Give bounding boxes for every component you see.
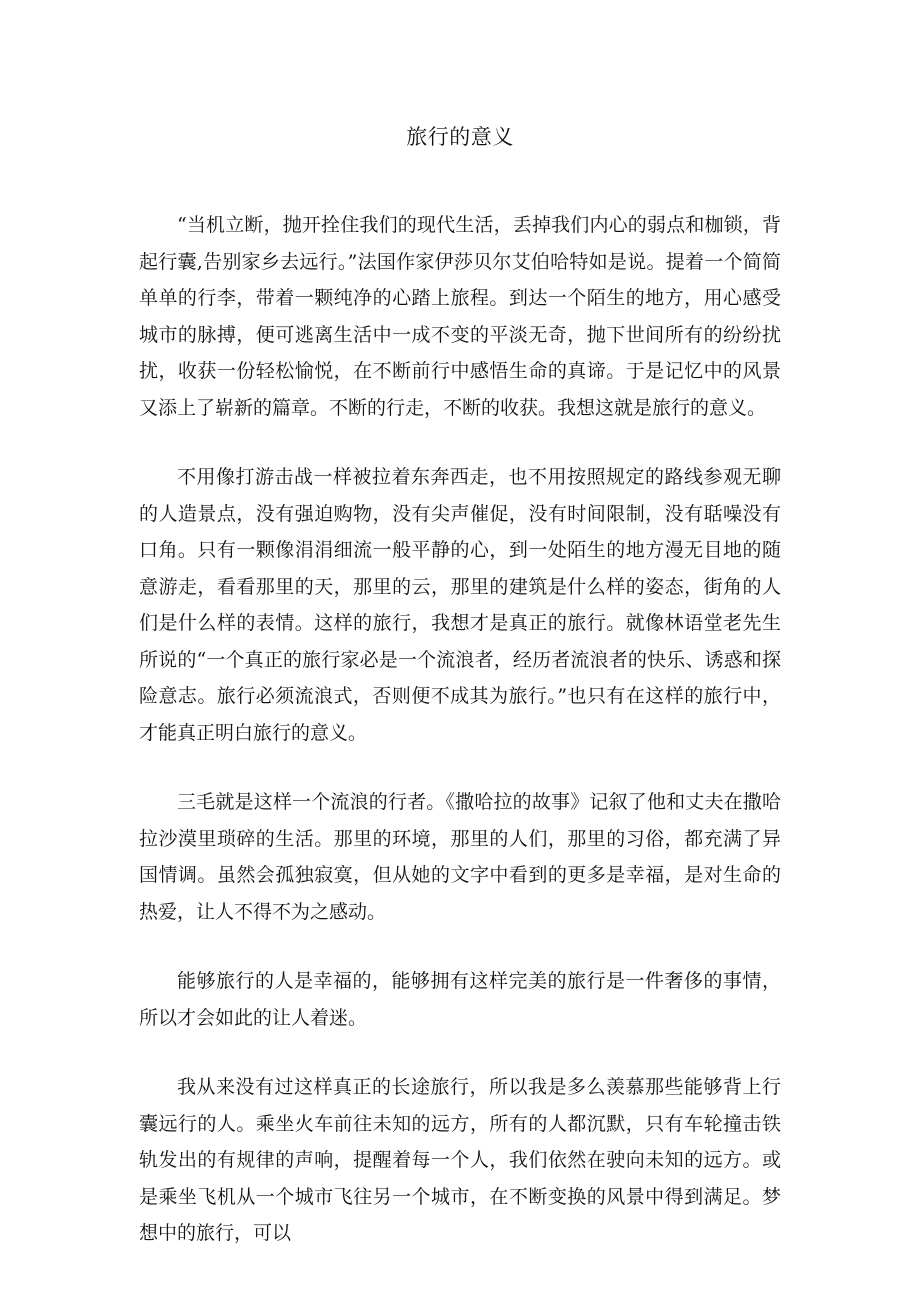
paragraph-1: “当机立断，抛开拴住我们的现代生活，丢掉我们内心的弱点和枷锁，背起行囊,告别家乡去远行。”法国作家伊莎贝尔艾伯哈特如是说。提着一个简简单单的行李，带着一颗纯净的心踏上旅程。到达一个陌生的地方，用心感受城市的脉搏，便可逃离生活中一成不变的平淡无奇，抛下世间所有的纷纷扰扰，收获一份轻松愉悦，在不断前行中感悟生命的真谛。于是记忆中的风景又添上了崭新的篇章。不断的行走，不断的收获。我想这就是旅行的意义。	[139, 214, 781, 419]
paragraph-5: 我从来没有过这样真正的长途旅行，所以我是多么羡慕那些能够背上行囊远行的人。乘坐火车前往未知的远方，所有的人都沉默，只有车轮撞击铁轨发出的有规律的声响，提醒着每一个人，我们依然在驶向未知的远方。或是乘坐飞机从一个城市飞往另一个城市，在不断变换的风景中得到满足。梦想中的旅行，可以	[139, 1076, 781, 1244]
document-title: 旅行的意义	[406, 125, 514, 149]
document-body	[139, 207, 781, 1285]
paragraph-3: 三毛就是这样一个流浪的行者。《撒哈拉的故事》记叙了他和丈夫在撒哈拉沙漠里琐碎的生活。那里的环境，那里的人们，那里的习俗，都充满了异国情调。虽然会孤独寂寞，但从她的文字中看到的更多是幸福，是对生命的热爱，让人不得不为之感动。	[139, 791, 781, 923]
paragraph-4: 能够旅行的人是幸福的，能够拥有这样完美的旅行是一件奢侈的事情，所以才会如此的让人着迷。	[139, 970, 781, 1029]
paragraph-2: 不用像打游击战一样被拉着东奔西走，也不用按照规定的路线参观无聊的人造景点，没有强迫购物，没有尖声催促，没有时间限制，没有聒噪没有口角。只有一颗像涓涓细流一般平静的心，到一处陌生的地方漫无目地的随意游走，看看那里的天，那里的云，那里的建筑是什么样的姿态，街角的人们是什么样的表情。这样的旅行，我想才是真正的旅行。就像林语堂老先生所说的“一个真正的旅行家必是一个流浪者，经历者流浪者的快乐、诱惑和探险意志。旅行必须流浪式，否则便不成其为旅行。”也只有在这样的旅行中，才能真正明白旅行的意义。	[139, 466, 781, 744]
